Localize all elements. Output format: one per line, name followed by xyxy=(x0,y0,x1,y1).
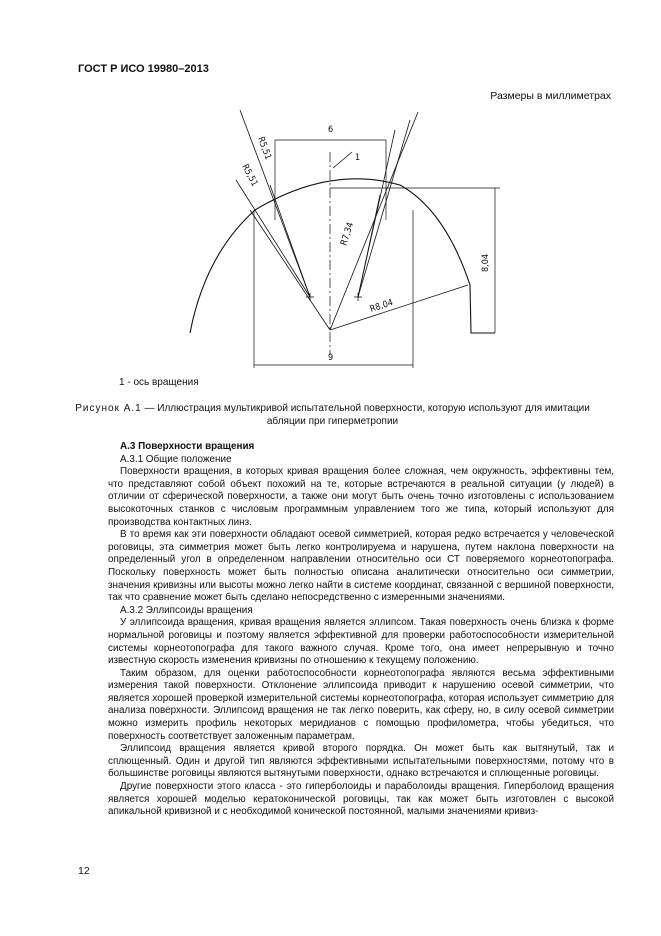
dim-right-label: 8,04 xyxy=(481,253,491,272)
document-header: ГОСТ Р ИСО 19980–2013 xyxy=(78,63,209,75)
paragraph-6: Другие поверхности этого класса - это гиперболоиды и параболоиды вращения. Гиперболоид вращения является хорошей моделью кератоконической роговицы, так как может быть изготовлен с высокой апикальной кривизной и с необходимой конической постоянной, малыми значениями кривиз- xyxy=(108,781,614,818)
radius-label-4: R8,04 xyxy=(368,298,395,315)
paragraph-3: У эллипсоида вращения, кривая вращения является эллипсом. Такая поверхность очень близка к форме нормальной роговицы и поэтому является эффективной для проверки работоспособности измерительной системы корнеотопографа для такого важного случая. Кроме того, она имеет непрерывную и точно известную скорость изменения кривизны по отношению к текущему положению. xyxy=(108,617,614,667)
paragraph-1: Поверхности вращения, в которых кривая вращения более сложная, чем окружность, эффективны тем, что представляют собой объект похожий на те, которые встречаются в реальной ситуации (у людей) в отличии от сферической поверхности, а также они могут быть очень точно изготовлены с использованием высокоточных станков с числовым программным управлением того же типа, который используют для производства контактных линз. xyxy=(108,466,614,528)
dimensions-note: Размеры в миллиметрах xyxy=(490,90,611,102)
subsection-heading-1: А.3.1 Общие положение xyxy=(120,453,232,465)
subsection-heading-2: А.3.2 Эллипсоиды вращения xyxy=(120,604,253,616)
dim-top-label: 6 xyxy=(328,125,334,135)
paragraph-2: В то время как эти поверхности обладают осевой симметрией, которая редко встречается у человеческой роговицы, эта симметрия может быть легко контролируема и нарушена, путем наклона поверхности на определенный угол в определенном направлении относительно оси СТ поверяемого корнеотопографа. Поскольку поверхность может быть полностью описана аналитически относительно оси симметрии, значения кривизны или высоты можно легко найти в системе координат, связанной с вершиной поверхности, так что сравнение может быть сделано непосредственно с измеренными значениями. xyxy=(108,529,614,604)
figure-multicurve-surface xyxy=(0,0,661,380)
caption-label: Рисунок А.1 xyxy=(75,403,142,414)
radius-label-1: R5,51 xyxy=(255,135,273,162)
callout-label: 1 xyxy=(355,153,361,163)
section-body xyxy=(108,441,614,819)
page-number: 12 xyxy=(78,865,90,877)
dim-bottom-label: 9 xyxy=(328,353,334,363)
section-heading: А.3 Поверхности вращения xyxy=(120,441,255,452)
radius-label-2: R5,51 xyxy=(239,162,260,189)
paragraph-4: Таким образом, для оценки работоспособности корнеотопографа являются весьма эффективными измерения такой поверхности. Отклонение эллипсоида приводит к нарушению осевой симметрии, что является хорошей проверкой измерительной системы корнеотопографа, которая использует симметрию для анализа поверхности. Эллипсоид вращения не так легко поверить, как сферу, но, в силу осевой симметрии можно измерить профиль некоторых меридианов с помощью профилометра, чтобы убедиться, что поверхность соответствует заложенным параметрам. xyxy=(108,667,614,742)
axis-note: 1 - ось вращения xyxy=(119,377,199,388)
paragraph-5: Эллипсоид вращения является кривой второго порядка. Он может быть как вытянутый, так и сплющенный. Один и другой тип являются эффективными испытательными поверхностями, потому что в большинстве роговицы являются вытянутыми поверхности, однако встречаются и сплющенные роговицы. xyxy=(108,743,614,780)
surface-profile xyxy=(190,179,495,333)
caption-text: — Иллюстрация мультикривой испытательной поверхности, которую используют для имитации абляции при гиперметропии xyxy=(141,403,590,427)
figure-caption xyxy=(60,402,605,428)
radius-label-3: R7,34 xyxy=(339,221,357,247)
